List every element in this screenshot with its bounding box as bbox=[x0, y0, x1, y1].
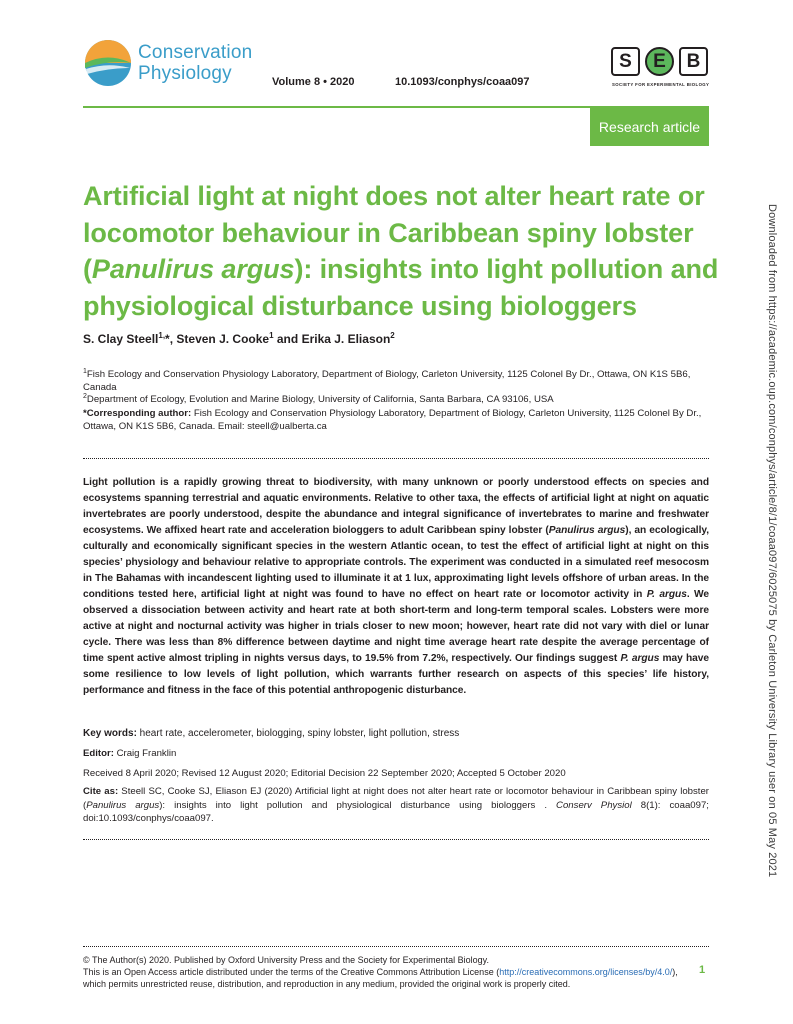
journal-name bbox=[138, 42, 252, 84]
author-name: Erika J. Eliason bbox=[301, 332, 391, 346]
cite-text: ): insights into light pollution and physiological disturbance using biologgers . bbox=[159, 799, 557, 811]
affiliation-2 bbox=[83, 391, 703, 407]
cite-text: Steell SC, Cooke SJ, Eliason EJ (2020) Artificial light at night does not alter heart rate or locomotor behaviour in Caribbean spiny lobster ( bbox=[83, 786, 709, 811]
editor-name: Craig Franklin bbox=[113, 748, 177, 759]
keywords-text: heart rate, accelerometer, biologging, spiny lobster, light pollution, stress bbox=[136, 728, 460, 739]
corresponding-label: *Corresponding author: bbox=[83, 408, 192, 419]
dotted-divider bbox=[83, 839, 709, 840]
author-separator: and bbox=[273, 332, 302, 346]
affiliation-sup: 2 bbox=[83, 393, 87, 400]
author-affil-sup: 2 bbox=[390, 331, 395, 340]
abstract-text: Light pollution is a rapidly growing threat to biodiversity, with many unknown or poorly understood effects on species and ecosystems spanning terrestrial and aquatic environments. Relative to other taxa, the effects of artificial light at night on aquatic invertebrates are poorly understood, despite the abundance and integral significance of invertebrates to marine and freshwater ecosystems. We affixed heart rate and acceleration biologgers to adult Caribbean spiny lobster ( bbox=[83, 477, 709, 536]
page-number: 1 bbox=[699, 964, 706, 976]
affiliation-text: Department of Ecology, Evolution and Marine Biology, University of California, Santa Barbara, CA 93106, USA bbox=[86, 394, 554, 406]
species-name: P. argus bbox=[620, 653, 660, 664]
seb-letter-s: S bbox=[611, 47, 640, 76]
seb-logo bbox=[611, 44, 711, 88]
corresponding-star: * bbox=[165, 332, 170, 346]
download-note-text: Downloaded from https://academic.oup.com/conphys/article/8/1/coaa097/6025075 by Carleton University Library user on 05 May 2021 bbox=[766, 204, 778, 878]
abstract-text: may have some resilience to low levels of light pollution, which warrants further research on aspects of this species’ life history, performance and fitness in the face of this potential anthropogenic disturbance. bbox=[83, 653, 709, 696]
abstract bbox=[83, 475, 709, 699]
abstract-text: . We observed a dissociation between activity and heart rate at both short-term and long-term temporal scales. Lobsters were more active at night and nocturnal activity was higher in trials closer to new moon; however, heart rate did not vary with diel or lunar cycle. There was less than 8% difference between daytime and night time average heart rate despite the average percentage of time spent active almost tripling in nights versus days, to 19.5% from 7.2%, respectively. Our findings suggest bbox=[83, 589, 710, 664]
title-species: Panulirus argus bbox=[91, 254, 295, 284]
author-name: Steven J. Cooke bbox=[176, 332, 270, 346]
affiliation-sup: 1 bbox=[83, 368, 87, 375]
dotted-divider bbox=[83, 946, 709, 947]
keywords bbox=[83, 727, 709, 740]
cite-journal: Conserv Physiol bbox=[556, 799, 632, 811]
cite-text: 8(1): coaa097; doi:10.1093/conphys/coaa097. bbox=[83, 799, 709, 824]
affiliation-text: Fish Ecology and Conservation Physiology Laboratory, Department of Biology, Carleton University, 1125 Colonel By Dr., Ottawa, ON K1S 5B6, Canada bbox=[83, 369, 691, 393]
seb-letter-e: E bbox=[645, 47, 674, 76]
copyright-line: © The Author(s) 2020. Published by Oxford University Press and the Society for Experimental Biology. bbox=[83, 955, 489, 965]
doi: 10.1093/conphys/coaa097 bbox=[395, 76, 530, 88]
editor-label: Editor: bbox=[83, 748, 114, 759]
license-line bbox=[83, 967, 693, 991]
license-text: ), which permits unrestricted reuse, distribution, and reproduction in any medium, provided the original work is properly cited. bbox=[83, 966, 678, 989]
license-text: This is an Open Access article distributed under the terms of the Creative Commons Attribution License ( bbox=[83, 966, 500, 977]
cite-label: Cite as: bbox=[83, 786, 119, 797]
title-part2: ): insights into light pollution and physiological disturbance using biologgers bbox=[83, 254, 719, 321]
volume-info: Volume 8 • 2020 bbox=[272, 76, 355, 88]
dates: Received 8 April 2020; Revised 12 August 2020; Editorial Decision 22 September 2020; Accepted 5 October 2020 bbox=[83, 768, 566, 779]
keywords-label: Key words: bbox=[83, 728, 137, 739]
author-name: S. Clay Steell bbox=[83, 332, 159, 346]
corresponding-text: Fish Ecology and Conservation Physiology Laboratory, Department of Biology, Carleton University, 1125 Colonel By Dr., Ottawa, ON K1S 5B6, Canada. Email: steell@ualberta.ca bbox=[83, 408, 702, 432]
species-name: P. argus bbox=[646, 589, 687, 600]
license-footer bbox=[83, 955, 693, 990]
journal-name-line1: Conservation bbox=[138, 42, 253, 63]
journal-logo-icon bbox=[83, 38, 133, 88]
seb-tagline: SOCIETY FOR EXPERIMENTAL BIOLOGY bbox=[612, 82, 710, 87]
affiliation-1 bbox=[83, 366, 703, 394]
journal-logo bbox=[83, 36, 273, 92]
author-list bbox=[83, 331, 395, 346]
author-affil-sup: 1 bbox=[269, 331, 274, 340]
corresponding-author bbox=[83, 408, 703, 433]
cite-species: Panulirus argus bbox=[86, 799, 160, 811]
article-type-badge: Research article bbox=[590, 108, 709, 146]
journal-name-line2: Physiology bbox=[138, 63, 232, 84]
dotted-divider bbox=[83, 458, 709, 459]
title-part1: Artificial light at night does not alter heart rate or locomotor behaviour in Caribbean spiny lobster ( bbox=[83, 181, 705, 284]
license-link[interactable]: http://creativecommons.org/licenses/by/4.0/ bbox=[499, 966, 673, 977]
species-name: Panulirus argus bbox=[548, 525, 626, 536]
author-separator: , bbox=[169, 332, 177, 346]
author-affil-sup: 1, bbox=[158, 331, 166, 340]
editor bbox=[83, 747, 709, 760]
abstract-text: ), an ecologically, culturally and economically significant species in the western Atlantic ocean, to test the effect of artificial light at night on this species’ physiology and behaviour relative to appropriate controls. The experiment was conducted in a simulated reef mesocosm in The Bahamas with incandescent lighting used to illuminate it at 1 lux, approximating light levels offshore of urban areas. In the conditions tested here, artificial light at night was found to have no effect on heart rate or locomotor activity in bbox=[83, 525, 710, 600]
article-title bbox=[83, 178, 723, 324]
citation bbox=[83, 785, 709, 826]
seb-letter-b: B bbox=[679, 47, 708, 76]
